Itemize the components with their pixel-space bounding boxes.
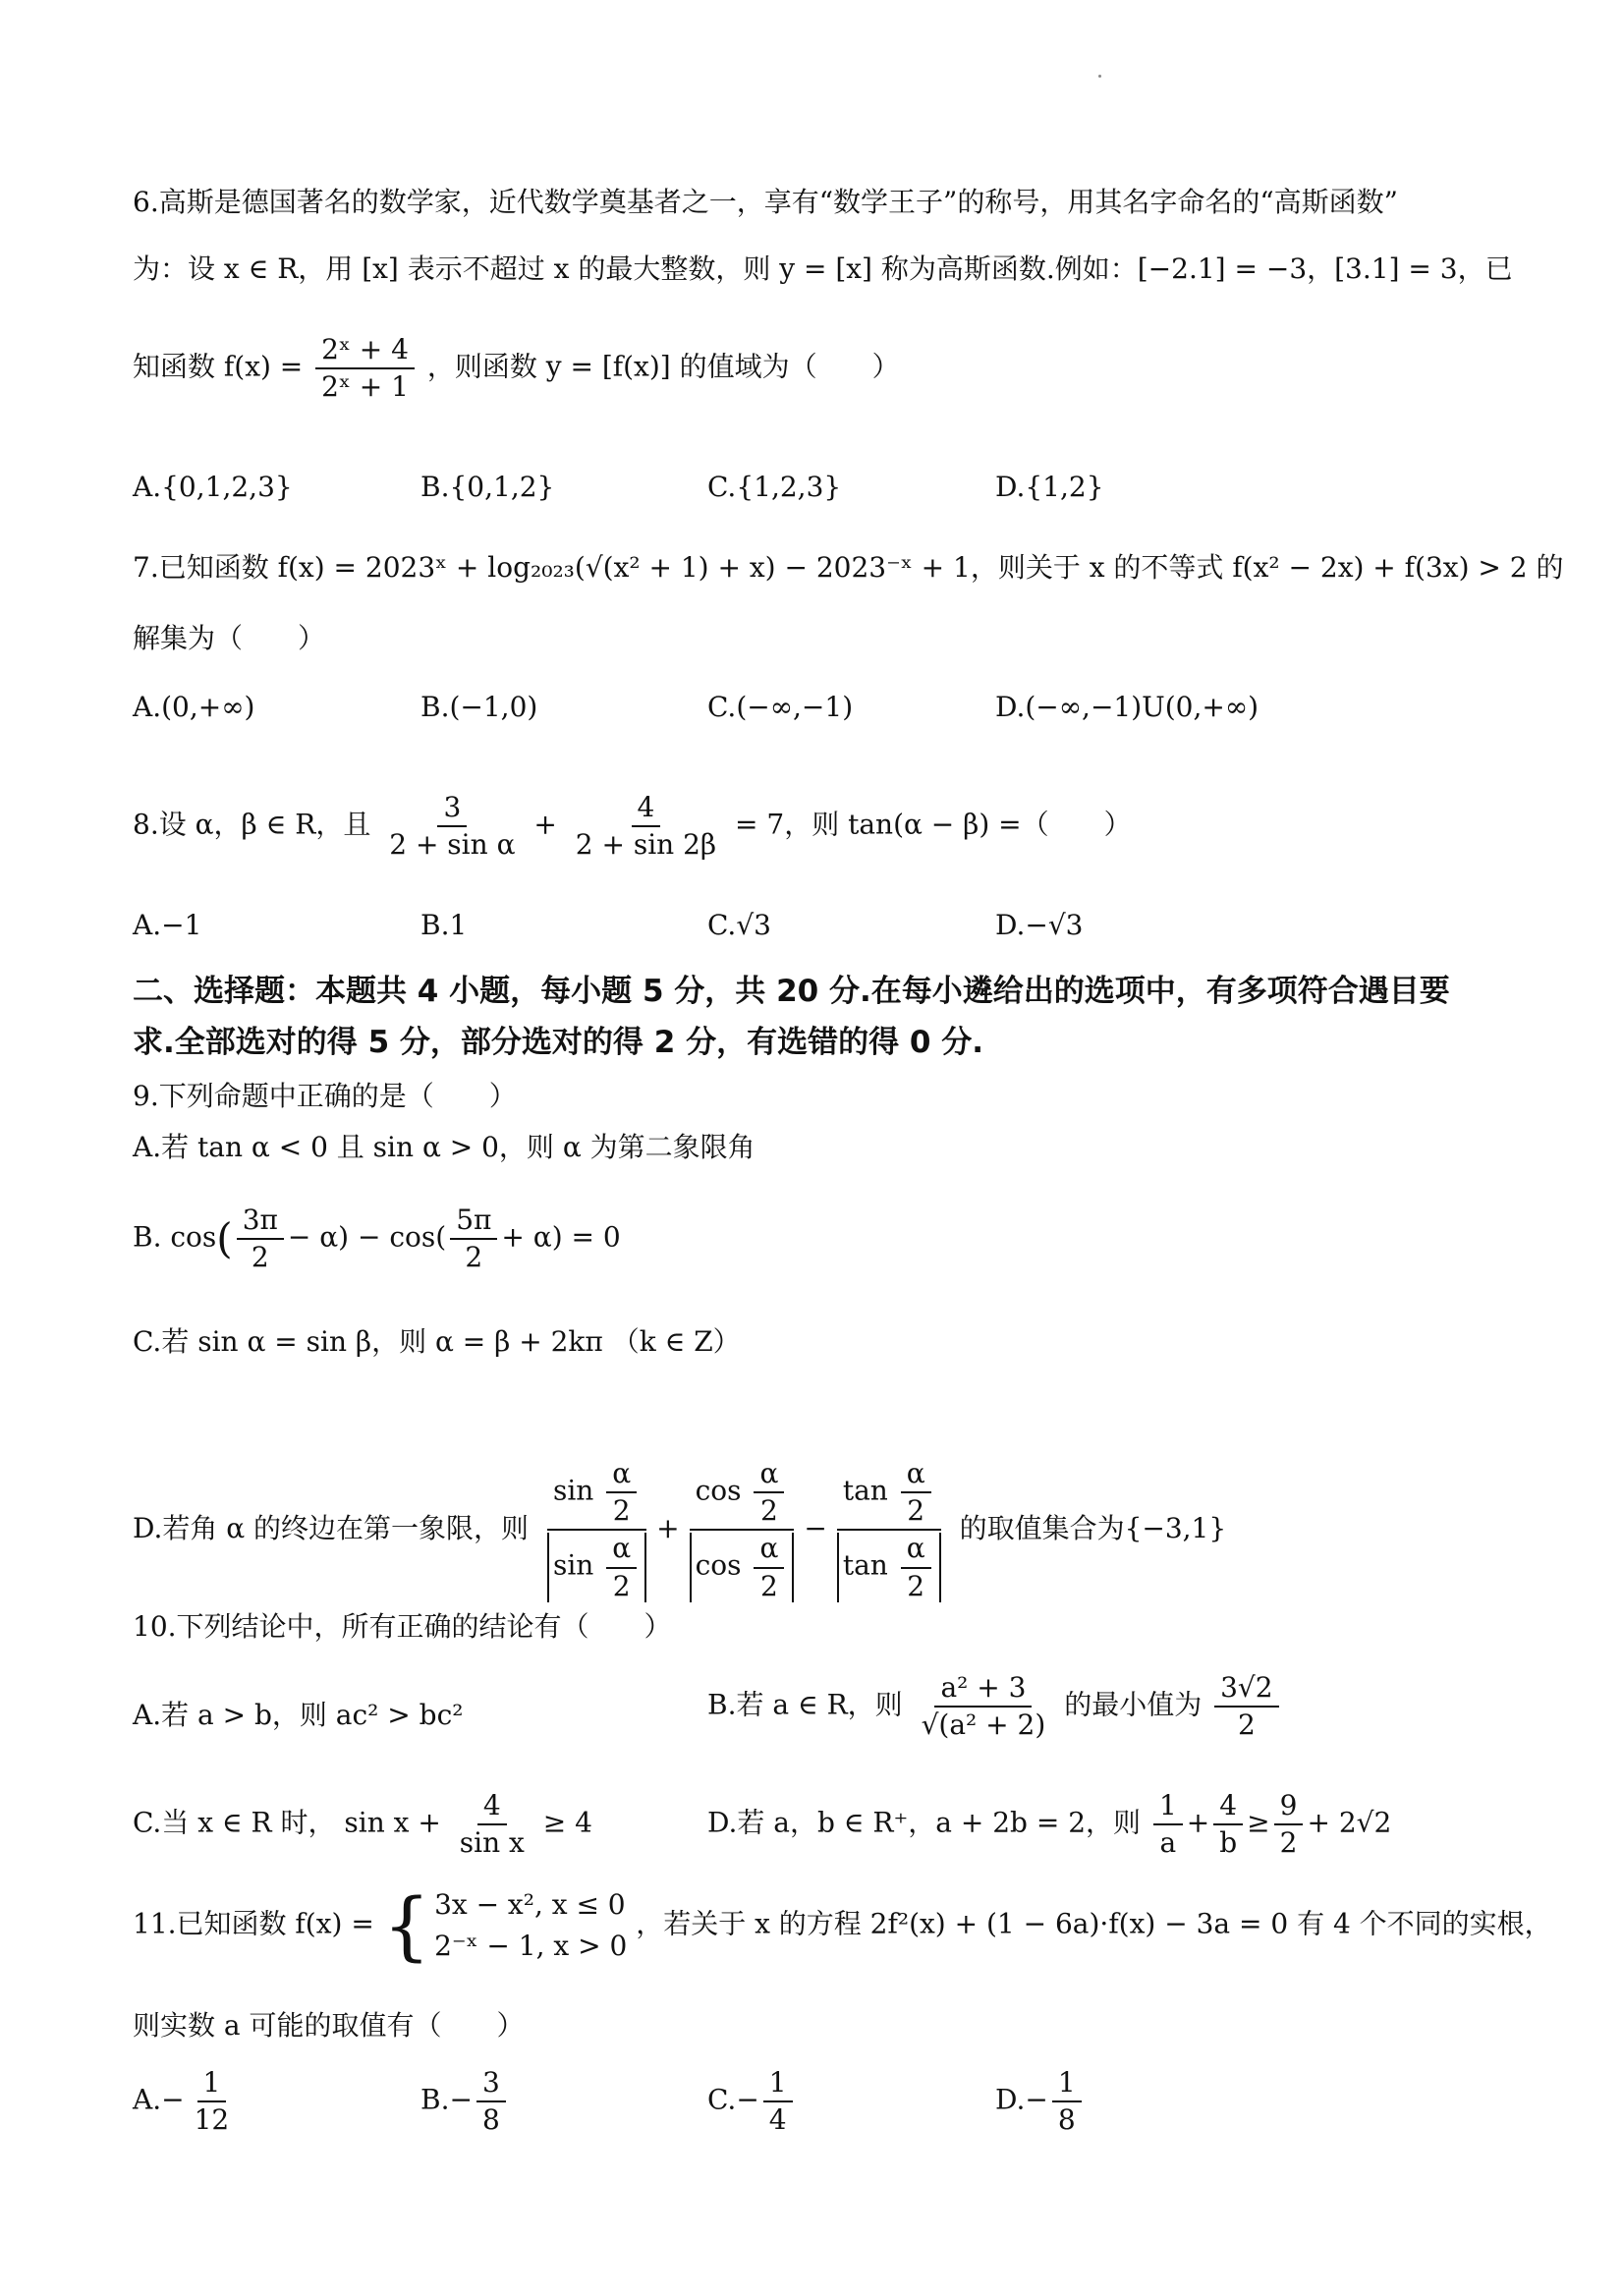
q9-d-alpha3b: α — [901, 1533, 931, 1568]
q9-d-abs1 — [547, 1533, 646, 1601]
q9-d-half3 — [901, 1458, 931, 1527]
q11-line1 — [133, 1881, 1552, 1969]
q10-c-suffix: ≥ 4 — [542, 1806, 592, 1839]
q6-option-a: A.{0,1,2,3} — [133, 471, 293, 503]
q6-func-label: 知函数 f(x) = — [133, 350, 304, 383]
q6-option-c: C.{1,2,3} — [707, 471, 842, 503]
q6-frac-num: 2ˣ + 4 — [315, 334, 415, 369]
q10-option-b — [707, 1672, 1283, 1741]
q9-d-term2-num — [690, 1458, 795, 1531]
q9-option-b: B. cos( $\frac{3\pi}{2}$ − α) − cos( $\frac{5\pi}{2}$ + α) = 0 — [133, 1204, 621, 1274]
q11-b-frac — [476, 2067, 506, 2136]
q10-b-prefix: B.若 a ∈ R，则 — [707, 1688, 903, 1721]
section-heading-line2: 求.全部选对的得 5 分，部分选对的得 2 分，有选错的得 0 分. — [133, 1025, 984, 1060]
q7-line2: 解集为（ ） — [133, 622, 326, 654]
q8-fraction-2 — [570, 792, 722, 861]
q9-d-term2 — [684, 1458, 801, 1602]
q6-fraction — [315, 334, 415, 403]
q10-d-f2-num: 4 — [1213, 1790, 1243, 1825]
q7-option-b: B.(−1,0) — [420, 691, 538, 723]
q11-line2: 则实数 a 可能的取值有（ ） — [133, 2009, 525, 2042]
q11-d-frac — [1052, 2067, 1082, 2136]
q10-option-a: A.若 a > b，则 ac² > bc² — [133, 1699, 464, 1731]
q9-option-c: C.若 sin α = sin β，则 α = β + 2kπ （k ∈ Z） — [133, 1325, 741, 1358]
q7-option-c: C.(−∞,−1) — [707, 691, 854, 723]
q9-d-abs3 — [837, 1533, 941, 1601]
q9-d-half3b — [901, 1533, 931, 1601]
q9-d-two3b: 2 — [907, 1569, 925, 1602]
q11-d-den: 8 — [1057, 2103, 1076, 2137]
q8-suffix: = 7，则 tan(α − β) =（ ） — [735, 808, 1132, 841]
q8-f1-den: 2 + sin α — [389, 828, 516, 862]
q11-brace: { — [382, 1881, 431, 1969]
q9-d-two1b: 2 — [612, 1569, 631, 1602]
q9-d-half1 — [606, 1458, 637, 1527]
q10-b-val-den: 2 — [1237, 1708, 1256, 1742]
q11-b-den: 8 — [481, 2103, 500, 2137]
q6-frac-den: 2ˣ + 1 — [321, 370, 409, 404]
q9-d-two3: 2 — [907, 1494, 925, 1528]
q8-prefix: 8.设 α，β ∈ R，且 — [133, 808, 371, 841]
q10-b-mid: 的最小值为 — [1064, 1688, 1203, 1721]
q8-option-c: C.√3 — [707, 909, 771, 941]
q9-b-f1-den: 2 — [251, 1241, 269, 1274]
q9-d-half1b — [606, 1533, 637, 1601]
q9-d-cos-den: cos — [695, 1549, 742, 1583]
q8-f2-num: 4 — [632, 792, 661, 827]
q8-line — [133, 792, 1508, 861]
q10-stem: 10.下列结论中，所有正确的结论有（ ） — [133, 1610, 672, 1643]
q10-c-prefix: C.当 x ∈ R 时， sin x + — [133, 1806, 441, 1839]
q9-d-two2: 2 — [760, 1494, 778, 1528]
q10-d-f3-den: 2 — [1279, 1826, 1298, 1860]
q10-option-c — [133, 1790, 592, 1859]
q9-b-frac2 — [450, 1204, 497, 1273]
q6-option-d: D.{1,2} — [995, 471, 1104, 503]
q9-d-half2 — [754, 1458, 784, 1527]
q11-case2: 2⁻ˣ − 1, x > 0 — [434, 1930, 628, 1962]
q9-b-suffix: + α) = 0 — [501, 1220, 621, 1254]
q9-d-alpha2: α — [754, 1458, 784, 1493]
q9-d-abs2 — [690, 1533, 795, 1601]
q11-d-num: 1 — [1052, 2067, 1082, 2102]
q10-b-val-num: 3√2 — [1214, 1672, 1278, 1708]
q11-c-den: 4 — [768, 2103, 787, 2137]
q10-b-den: √(a² + 2) — [921, 1708, 1046, 1742]
q10-d-f1-den: a — [1159, 1826, 1177, 1860]
q9-d-term3-num — [837, 1458, 941, 1531]
q8-f2-den: 2 + sin 2β — [575, 828, 717, 862]
q8-plus: + — [533, 808, 557, 841]
q9-d-term3 — [831, 1458, 947, 1602]
q11-a-frac — [189, 2067, 236, 2136]
q9-d-prefix: D.若角 α 的终边在第一象限，则 — [133, 1511, 530, 1544]
q11-option-d — [995, 2067, 1086, 2136]
q10-d-f1-num: 1 — [1153, 1790, 1183, 1825]
q9-d-alpha3: α — [901, 1458, 931, 1493]
q6-line2: 为：设 x ∈ R，用 [x] 表示不超过 x 的最大整数，则 y = [x] 称为高斯函数.例如：[−2.1] = −3，[3.1] = 3，已 — [133, 252, 1513, 285]
q9-b-prefix: B. cos — [133, 1220, 217, 1254]
q9-d-cos: cos — [695, 1474, 742, 1507]
q10-d-prefix: D.若 a，b ∈ R⁺，a + 2b = 2，则 — [707, 1806, 1142, 1839]
q9-b-f2-num: 5π — [450, 1204, 497, 1240]
q10-b-value — [1214, 1672, 1278, 1741]
q11-option-b — [420, 2067, 510, 2136]
q9-b-f2-den: 2 — [465, 1241, 483, 1274]
q10-d-f2-den: b — [1219, 1826, 1238, 1860]
q7-option-a: A.(0,+∞) — [133, 691, 255, 723]
q8-f1-num: 3 — [437, 792, 467, 827]
q11-suffix: ，若关于 x 的方程 2f²(x) + (1 − 6a)·f(x) − 3a = 0 有 4 个不同的实根， — [636, 1907, 1552, 1940]
q9-d-two2b: 2 — [760, 1569, 778, 1602]
q9-b-f1-num: 3π — [237, 1204, 284, 1240]
q11-a-den: 12 — [194, 2103, 230, 2137]
q10-b-frac — [916, 1672, 1052, 1741]
q9-d-alpha1: α — [606, 1458, 637, 1493]
q11-b-label: B.− — [420, 2083, 473, 2116]
q9-d-tan: tan — [842, 1474, 888, 1507]
scan-dot — [1098, 75, 1101, 78]
q10-option-d: D.若 a，b ∈ R⁺，a + 2b = 2，则 $\frac{1}{a}$ + $\frac{4}{b}$ ≥ $\frac{9}{2}$ + 2√2 — [707, 1789, 1392, 1860]
q7-line1: 7.已知函数 f(x) = 2023ˣ + log₂₀₂₃(√(x² + 1) + x) − 2023⁻ˣ + 1，则关于 x 的不等式 f(x² − 2x) + f(3x) > 2 的 — [133, 551, 1564, 584]
q8-fraction-1 — [383, 792, 521, 861]
q11-cases — [434, 1884, 627, 1967]
q11-prefix: 11.已知函数 f(x) = — [133, 1907, 374, 1940]
q9-d-suffix: 的取值集合为{−3,1} — [959, 1511, 1227, 1544]
q9-d-two1: 2 — [612, 1494, 631, 1528]
q11-option-a — [133, 2067, 239, 2136]
q6-question: ，则函数 y = [f(x)] 的值域为（ ） — [426, 350, 900, 383]
q11-c-label: C.− — [707, 2083, 759, 2116]
q10-d-frac2 — [1213, 1790, 1243, 1859]
q10-c-den: sin x — [459, 1826, 525, 1860]
q9-option-a: A.若 tan α < 0 且 sin α > 0，则 α 为第二象限角 — [133, 1131, 756, 1163]
q10-b-num: a² + 3 — [934, 1672, 1032, 1708]
q11-option-c — [707, 2067, 797, 2136]
q10-d-suffix: + 2√2 — [1307, 1806, 1392, 1839]
q11-a-label: A.− — [133, 2083, 185, 2116]
q6-line1: 6.高斯是德国著名的数学家，近代数学奠基者之一，享有“数学王子”的称号，用其名字命名的“高斯函数” — [133, 186, 1398, 218]
q9-d-term1-num — [547, 1458, 646, 1531]
q9-d-term3-den — [831, 1531, 947, 1601]
q11-d-label: D.− — [995, 2083, 1048, 2116]
q11-b-num: 3 — [476, 2067, 506, 2102]
q8-option-d: D.−√3 — [995, 909, 1084, 941]
section-heading-line1: 二、选择题：本题共 4 小题，每小题 5 分，共 20 分.在每小遴给出的选项中，有多项符合遇目要 — [133, 974, 1450, 1009]
q8-option-a: A.−1 — [133, 909, 202, 941]
q11-case1: 3x − x², x ≤ 0 — [434, 1888, 626, 1921]
q8-option-b: B.1 — [420, 909, 468, 941]
q10-d-frac1 — [1153, 1790, 1183, 1859]
q9-d-sin: sin — [552, 1474, 594, 1507]
q9-d-sin-den: sin — [552, 1549, 594, 1583]
q10-c-num: 4 — [477, 1790, 507, 1825]
q9-d-term1-den — [541, 1531, 652, 1601]
q10-c-frac — [454, 1790, 531, 1859]
q6-option-b: B.{0,1,2} — [420, 471, 555, 503]
q10-d-f3-num: 9 — [1274, 1790, 1304, 1825]
q9-option-d: D.若角 α 的终边在第一象限，则 sin $\frac{\alpha}{2}$ sin $\frac{\alpha}{2}$ + cos $\frac{\alpha}{2}$ cos $\frac{\alpha}{2}$ − tan $\frac{\alpha}{2}$ tan $\frac{\alpha}{2}$ 的取值集合为{−3,1} — [133, 1457, 1227, 1602]
q10-d-frac3 — [1274, 1790, 1304, 1859]
q9-b-mid: − α) − cos( — [287, 1220, 447, 1254]
q6-line3 — [133, 334, 1508, 403]
q11-a-num: 1 — [197, 2067, 227, 2102]
q9-b-frac1 — [237, 1204, 284, 1273]
q11-c-frac — [763, 2067, 793, 2136]
q7-option-d: D.(−∞,−1)U(0,+∞) — [995, 691, 1259, 723]
q11-piecewise — [382, 1881, 628, 1969]
q9-d-half2b — [754, 1533, 784, 1601]
q9-d-alpha2b: α — [754, 1533, 784, 1568]
q11-c-num: 1 — [763, 2067, 793, 2102]
q9-d-term1 — [541, 1458, 652, 1602]
q9-stem: 9.下列命题中正确的是（ ） — [133, 1080, 517, 1112]
q9-d-term2-den — [684, 1531, 801, 1601]
q9-d-tan-den: tan — [842, 1549, 888, 1583]
q9-d-alpha1b: α — [606, 1533, 637, 1568]
